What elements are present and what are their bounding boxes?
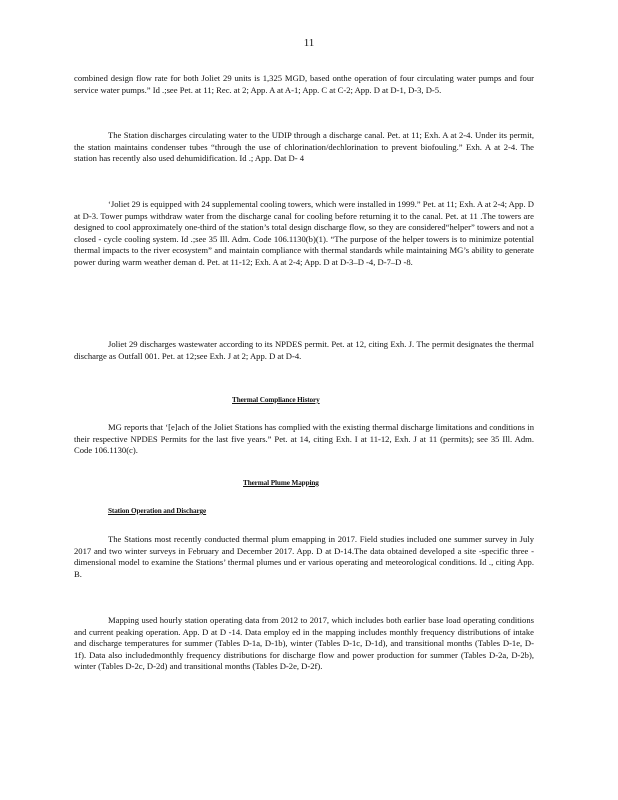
paragraph-npdes-permit: Joliet 29 discharges wastewater according to its NPDES permit. Pet. at 12, citing Exh. J. The permit designates the thermal discharge as Outfall 001. Pet. at 12;see Exh. J at 2; App. D at D-4. [74, 339, 534, 361]
paragraph-plume-mapping: The Stations most recently conducted thermal plum emapping in 2017. Field studies included one summer survey in July 2017 and two winter surveys in February and December 2017. App. D at D-14.The data obtained developed a site -specific three -dimensional model to examine the Stations’ thermal plumes und er various operating and meteorological conditions. Id ., citing App. B. [74, 534, 534, 579]
heading-station-operation-and-discharge: Station Operation and Discharge [108, 507, 207, 515]
paragraph-design-flow: combined design flow rate for both Joliet 29 units is 1,325 MGD, based onthe operation of four circulating water pumps and four service water pumps.” Id .;see Pet. at 11; Rec. at 2; App. A at A-1; App. C at C-2; App. D at D-1, D-3, D-5. [74, 73, 534, 95]
heading-thermal-compliance-history: Thermal Compliance History [232, 396, 320, 404]
page-number: 11 [303, 37, 315, 49]
paragraph-compliance: MG reports that ‘[e]ach of the Joliet Stations has complied with the existing thermal discharge limitations and conditions in their respective NPDES Permits for the last five years.” Pet. at 14, citing Exh. I at 11-12, Exh. J at 11 (permits); see 35 Ill. Adm. Code 106.1130(c). [74, 422, 534, 456]
paragraph-cooling-towers: ‘Joliet 29 is equipped with 24 supplemental cooling towers, which were installed in 1999.” Pet. at 11; Exh. A at 2-4; App. D at D-3. Tower pumps withdraw water from the discharge canal for cooling before returning it to the canal. Pet. at 11 .The towers are designed to cool approximately one-third of the station’s total design discharge flow, so they are considered“helper” towers and not a closed - cycle cooling system. Id .;see 35 Ill. Adm. Code 106.1130(b)(1). “The purpose of the helper towers is to minimize potential thermal impacts to the river ecosystem” and maintain compliance with thermal standards while maintaining MG’s ability to generate power during warm weather deman d. Pet. at 11-12; Exh. A at 2-4; App. D at D-3–D -4, D-7–D -8. [74, 199, 534, 267]
paragraph-mapping-data: Mapping used hourly station operating data from 2012 to 2017, which includes both earlier base load operating conditions and current peaking operation. App. D at D -14. Data employ ed in the mapping includes monthly frequency distributions of intake and discharge temperatures for summer (Tables D-1a, D-1b), winter (Tables D-1c, D-1d), and transitional months (Tables D-1e, D-1f). Data also includedmonthly frequency distributions for discharge flow and power production for summer (Tables D-2a, D-2b), winter (Tables D-2c, D-2d) and transitional months (Tables D-2e, D-2f). [74, 615, 534, 672]
heading-thermal-plume-mapping: Thermal Plume Mapping [243, 479, 319, 487]
paragraph-discharge-canal: The Station discharges circulating water to the UDIP through a discharge canal. Pet. at 11; Exh. A at 2-4. Under its permit, the station maintains condenser tubes “through the use of chlorination/dechlorination to prevent biofouling.” Exh. A at 2-4. The station has recently also used dehumidification. Id .; App. Dat D- 4 [74, 130, 534, 164]
